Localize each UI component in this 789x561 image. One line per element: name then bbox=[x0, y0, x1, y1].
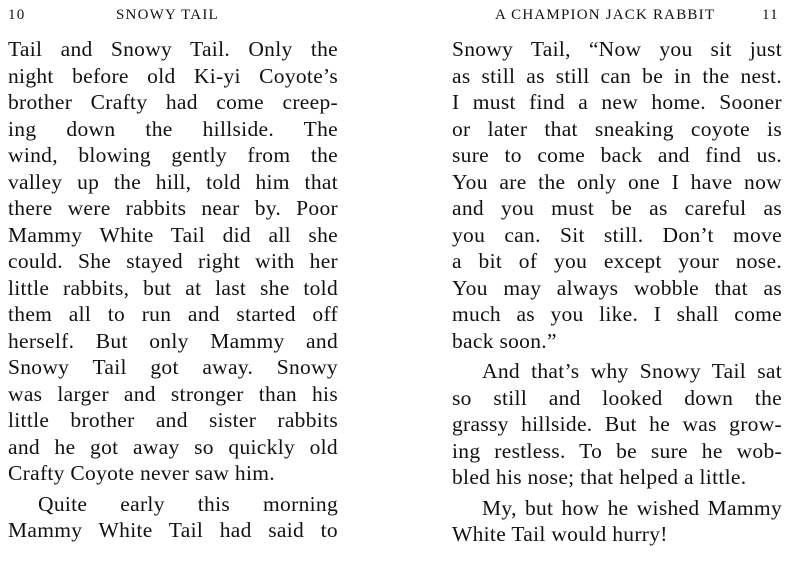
text-line: Mammy White Tail did all she bbox=[8, 222, 338, 247]
running-title: SNOWY TAIL bbox=[116, 7, 219, 23]
text-line: you can. Sit still. Don’t move bbox=[452, 222, 782, 247]
text-line: Mammy White Tail had said to bbox=[8, 518, 338, 542]
text-line: night before old Ki-yi Coyote’s bbox=[8, 63, 338, 88]
right-page bbox=[395, 0, 789, 561]
paragraph bbox=[452, 36, 782, 354]
text-line: and you must be as careful as bbox=[452, 196, 782, 220]
paragraph bbox=[452, 358, 782, 491]
text-line: grassy hillside. But he was grow- bbox=[452, 412, 782, 436]
text-line: Tail and Snowy Tail. Only the bbox=[8, 37, 338, 61]
page-number: 10 bbox=[8, 7, 26, 23]
text-line: You are the only one I have now bbox=[452, 169, 782, 194]
text-line: much as you like. I shall come bbox=[452, 302, 782, 326]
text-line: My, but how he wished Mammy bbox=[482, 495, 782, 520]
paragraph bbox=[452, 495, 782, 548]
running-title: A CHAMPION JACK RABBIT bbox=[495, 7, 716, 23]
text-line: back soon.” bbox=[452, 328, 557, 353]
text-line: You may always wobble that as bbox=[452, 275, 782, 300]
text-line: was larger and stronger than his bbox=[8, 381, 338, 406]
text-line: valley up the hill, told him that bbox=[8, 169, 338, 194]
text-line: ing down the hillside. The bbox=[8, 116, 338, 141]
text-line: ing restless. To be sure he wob- bbox=[452, 438, 782, 463]
text-line: White Tail would hurry! bbox=[452, 522, 668, 546]
page-header bbox=[8, 7, 338, 27]
page-header bbox=[451, 7, 781, 27]
text-line: them all to run and started off bbox=[8, 302, 338, 326]
text-line: Snowy Tail, “Now you sit just bbox=[452, 37, 782, 61]
text-line: so still and looked down the bbox=[452, 385, 782, 410]
text-line: wind, blowing gently from the bbox=[8, 143, 338, 167]
paragraph bbox=[8, 36, 338, 487]
text-line: or later that sneaking coyote is bbox=[452, 116, 782, 141]
page-number: 11 bbox=[762, 7, 779, 23]
paragraph bbox=[8, 491, 338, 544]
text-line: a bit of you except your nose. bbox=[452, 249, 782, 273]
text-line: sure to come back and find us. bbox=[452, 143, 782, 167]
text-line: there were rabbits near by. Poor bbox=[8, 196, 338, 220]
text-line: little brother and sister rabbits bbox=[8, 408, 338, 432]
text-line: Snowy Tail got away. Snowy bbox=[8, 355, 338, 379]
text-line: Quite early this morning bbox=[38, 491, 338, 516]
page-body bbox=[452, 36, 782, 548]
left-page bbox=[0, 0, 394, 561]
text-line: Crafty Coyote never saw him. bbox=[8, 461, 275, 485]
text-line: bled his nose; that helped a little. bbox=[452, 465, 747, 489]
text-line: as still as still can be in the nest. bbox=[452, 63, 782, 88]
page-body bbox=[8, 36, 338, 544]
text-line: herself. But only Mammy and bbox=[8, 328, 338, 353]
text-line: brother Crafty had come creep- bbox=[8, 90, 338, 114]
text-line: I must find a new home. Sooner bbox=[452, 90, 782, 114]
text-line: could. She stayed right with her bbox=[8, 249, 338, 273]
text-line: little rabbits, but at last she told bbox=[8, 275, 338, 300]
text-line: And that’s why Snowy Tail sat bbox=[482, 359, 782, 383]
text-line: and he got away so quickly old bbox=[8, 434, 338, 459]
